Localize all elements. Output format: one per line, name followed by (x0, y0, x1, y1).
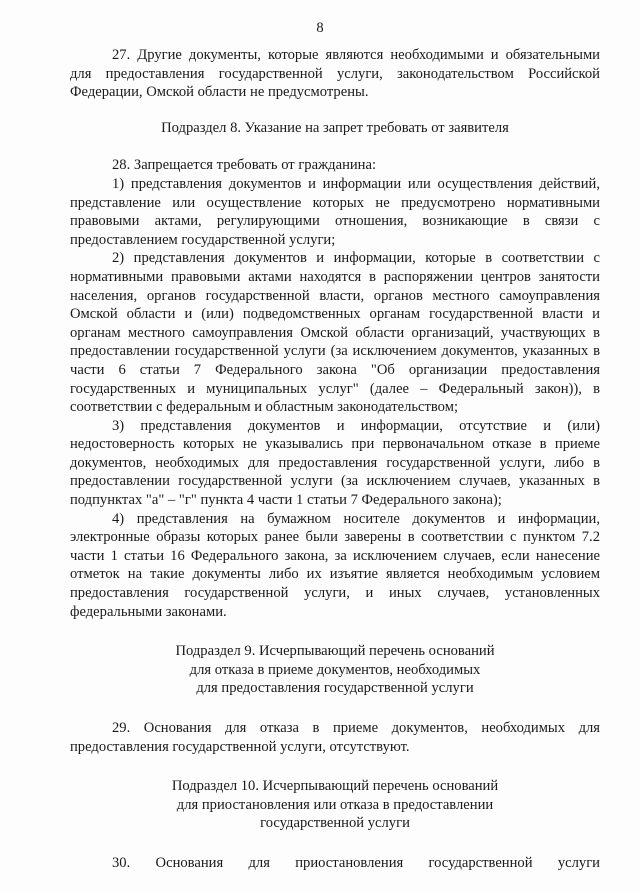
subsection-8-heading: Подраздел 8. Указание на запрет требовать от заявителя (161, 119, 509, 136)
paragraph-28-item-1: 1) представления документов и информации или осуществления действий, представление или осуществление которых не предусмотрено нормативными правовыми актами, регулирующими отношения, возникающие в связи с предоставлением государственной услуги; (70, 175, 600, 248)
subsection-9-heading (70, 642, 600, 698)
paragraph-27: 27. Другие документы, которые являются необходимыми и обязательными для предоставления государственной услуги, законодательством Российской Федерации, Омской области не предусмотрены. (70, 47, 600, 101)
page-number: 8 (316, 20, 324, 36)
paragraph-30: 30. Основания для приостановления государственной услуги (112, 854, 600, 871)
paragraph-28-item-3: 3) представления документов и информации, отсутствие и (или) недостоверность которых не указывались при первоначальном отказе в приеме документов, необходимых для предоставления государственной услуги, либо в предоставлении государственной услуги (за исключением случаев, указанных в подпунктах "а" – "г" пункта 4 части 1 статьи 7 Федерального закона); (70, 417, 600, 509)
subsection-10-heading-line-2: для приостановления или отказа в предоставлении (176, 796, 494, 813)
subsection-10-heading-line-1: Подраздел 10. Исчерпывающий перечень оснований (171, 778, 499, 795)
subsection-9-heading-line-2: для отказа в приеме документов, необходимых (189, 661, 481, 678)
subsection-10-heading (70, 777, 600, 833)
document-body (70, 46, 600, 873)
paragraph-28-item-4: 4) представления на бумажном носителе документов и информации, электронные образы которых ранее были заверены в соответствии с пунктом 7.2 части 1 статьи 16 Федерального закона, за исключением случаев, если нанесение отметок на такие документы либо их изъятие является необходимым условием предоставления государственной услуги, и иных случаев, установленных федеральными законами. (70, 510, 600, 620)
paragraph-29: 29. Основания для отказа в приеме документов, необходимых для предоставления государственной услуги, отсутствуют. (70, 720, 600, 755)
subsection-10-heading-line-3: государственной услуги (260, 815, 410, 832)
paragraph-28: 28. Запрещается требовать от гражданина: (112, 157, 377, 174)
paragraph-28-item-2: 2) представления документов и информации, которые в соответствии с нормативными правовыми актами находятся в распоряжении центров занятости населения, органов государственной власти, органов местного самоуправления Омской области и (или) подведомственных органам государственной власти и органам местного самоуправления Омской области организаций, участвующих в предоставлении государственной услуги (за исключением документов, указанных в части 6 статьи 7 Федерального закона "Об организации предоставления государственных и муниципальных услуг" (далее – Федеральный закон)), в соответствии с федеральным и областным законодательством; (70, 250, 600, 416)
subsection-9-heading-line-1: Подраздел 9. Исчерпывающий перечень оснований (175, 643, 495, 660)
subsection-9-heading-line-3: для предоставления государственной услуги (196, 680, 474, 697)
